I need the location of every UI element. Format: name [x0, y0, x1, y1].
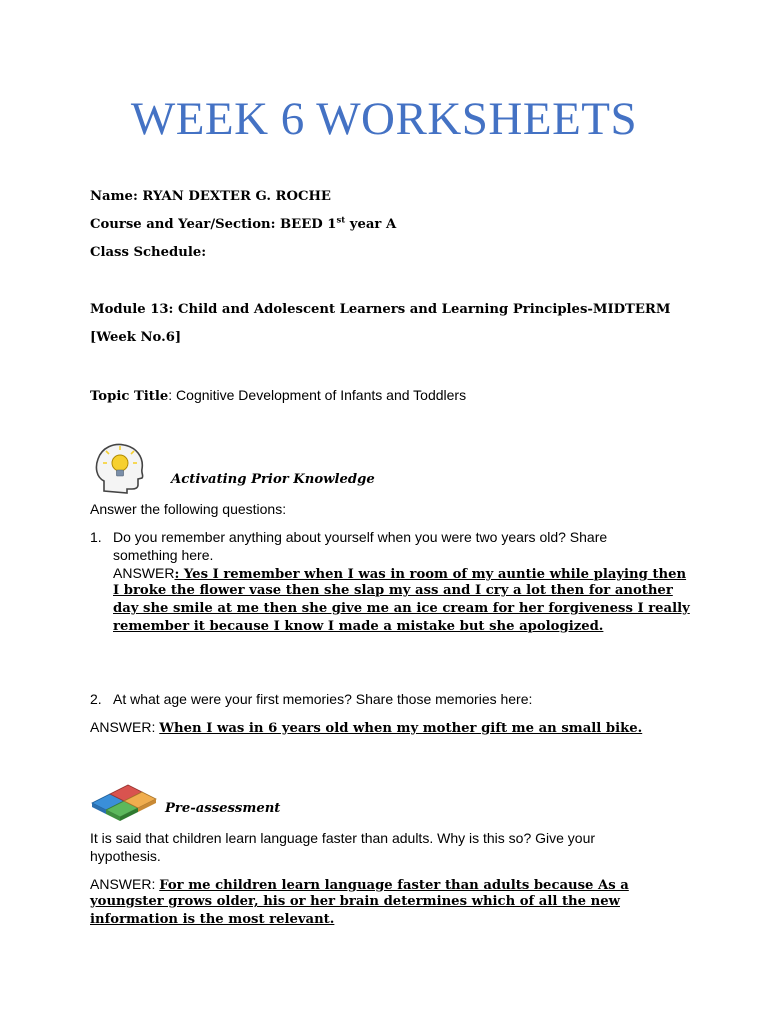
- student-name: Name: RYAN DEXTER G. ROCHE: [90, 189, 331, 204]
- module-title: Module 13: Child and Adolescent Learners and Learning Principles-MIDTERM: [90, 302, 671, 317]
- activating-instruction: Answer the following questions:: [90, 501, 287, 517]
- answer-line: [90, 876, 629, 894]
- answer-label: ANSWER:: [90, 876, 160, 892]
- lightbulb-head-icon: [92, 441, 148, 495]
- page-title: WEEK 6 WORKSHEETS: [130, 93, 638, 145]
- topic-value: : Cognitive Development of Infants and Toddlers: [168, 387, 467, 403]
- puzzle-pieces-icon: [90, 781, 158, 823]
- class-schedule: Class Schedule:: [90, 245, 207, 260]
- answer-text: remember it because I know I made a mistake but she apologized.: [113, 619, 604, 634]
- question-number: 1.: [90, 529, 102, 545]
- answer-text: For me children learn language faster than adults because As a: [159, 878, 629, 893]
- answer-text: : Yes I remember when I was in room of my auntie while playing then: [174, 567, 687, 582]
- answer-text: day she smile at me then she give me an ice cream for her forgiveness I really: [113, 601, 690, 616]
- preassessment-question-cont: hypothesis.: [90, 848, 161, 864]
- answer-text: I broke the flower vase then she slap my ass and I cry a lot then for another: [113, 583, 673, 598]
- activating-heading: Activating Prior Knowledge: [171, 472, 375, 487]
- course-year: year A: [345, 217, 397, 232]
- answer-label: ANSWER:: [90, 719, 160, 735]
- answer-line: [113, 565, 686, 583]
- answer-text: youngster grows older, his or her brain determines which of all the new: [90, 894, 620, 909]
- preassessment-question: It is said that children learn language faster than adults. Why is this so? Give your: [90, 830, 596, 846]
- question-text: Do you remember anything about yourself when you were two years old? Share: [113, 529, 608, 545]
- week-number: [Week No.6]: [90, 330, 182, 345]
- course-section: [90, 217, 396, 232]
- course-text: Course and Year/Section: BEED 1: [90, 217, 337, 232]
- answer-text: When I was in 6 years old when my mother gift me an small bike.: [159, 721, 643, 736]
- answer-line: [90, 719, 642, 737]
- topic-title: [90, 387, 466, 405]
- topic-label: Topic Title: [90, 389, 169, 404]
- answer-text: information is the most relevant.: [90, 912, 335, 927]
- question-number: 2.: [90, 691, 102, 707]
- question-text-cont: something here.: [113, 547, 214, 563]
- answer-label: ANSWER: [113, 565, 175, 581]
- preassessment-heading: Pre-assessment: [165, 801, 281, 816]
- course-ordinal: st: [336, 215, 346, 226]
- question-text: At what age were your first memories? Share those memories here:: [113, 691, 533, 707]
